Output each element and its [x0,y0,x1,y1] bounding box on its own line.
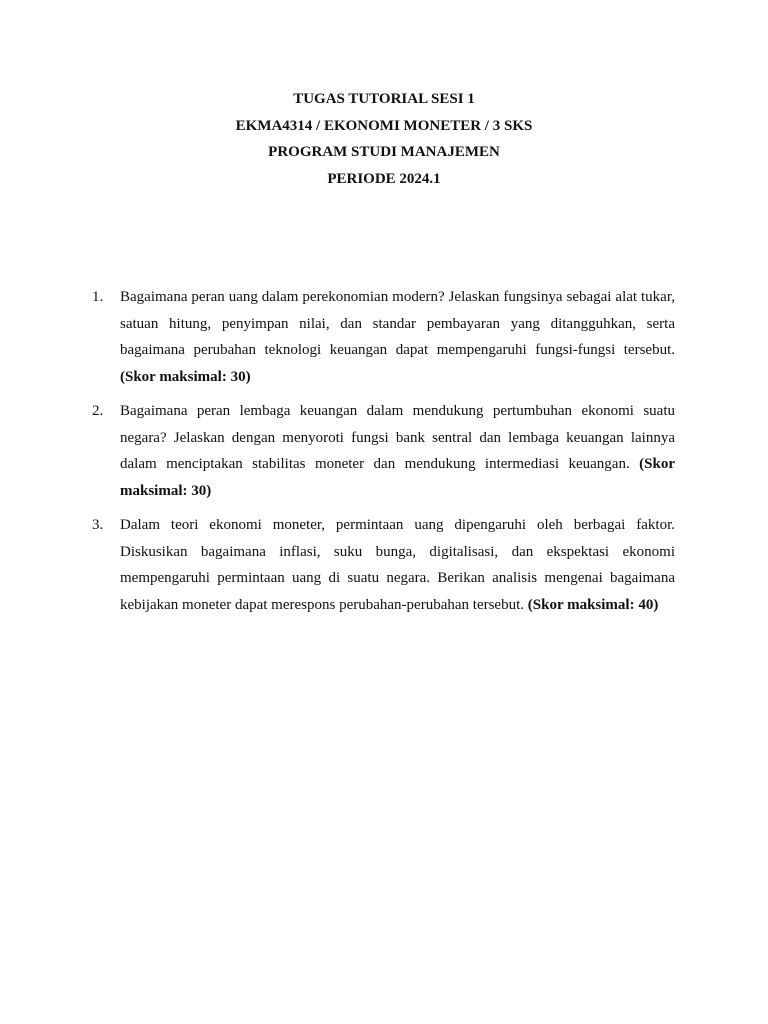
question-text: Bagaimana peran uang dalam perekonomian modern? Jelaskan fungsinya sebagai alat tukar, satuan hitung, penyimpan nilai, dan standar pembayaran yang ditangguhkan, serta bagaimana perubahan teknologi keuangan dapat mempengaruhi fungsi-fungsi tersebut. [120,289,675,358]
question-text: Bagaimana peran lembaga keuangan dalam mendukung pertumbuhan ekonomi suatu negara? Jelaskan dengan menyoroti fungsi bank sentral dan lembaga keuangan lainnya dalam menciptakan stabilitas moneter dan mendukung intermediasi keuangan. [120,403,675,472]
question-item [92,398,675,504]
question-score: (Skor maksimal: 30) [120,456,675,499]
question-number: 1. [92,289,104,305]
question-text: Dalam teori ekonomi moneter, permintaan uang dipengaruhi oleh berbagai faktor. Diskusikan bagaimana inflasi, suku bunga, digitalisasi, dan ekspektasi ekonomi mempengaruhi permintaan uang di suatu negara. Berikan analisis mengenai bagaimana kebijakan moneter dapat merespons perubahan-perubahan tersebut. [120,517,675,613]
header-title: TUGAS TUTORIAL SESI 1 [293,91,475,107]
header-course: EKMA4314 / EKONOMI MONETER / 3 SKS [235,117,533,134]
question-score: (Skor maksimal: 30) [120,368,251,385]
header-period: PERIODE 2024.1 [327,170,441,187]
question-item [92,284,675,390]
question-number: 3. [92,517,104,533]
question-body [120,284,675,390]
document-header [0,86,768,192]
question-body [120,512,675,618]
question-body [120,398,675,504]
question-item [92,512,675,618]
question-number: 2. [92,403,104,419]
question-score: (Skor maksimal: 40) [527,596,659,613]
question-list [92,284,675,626]
header-program: PROGRAM STUDI MANAJEMEN [268,144,500,160]
